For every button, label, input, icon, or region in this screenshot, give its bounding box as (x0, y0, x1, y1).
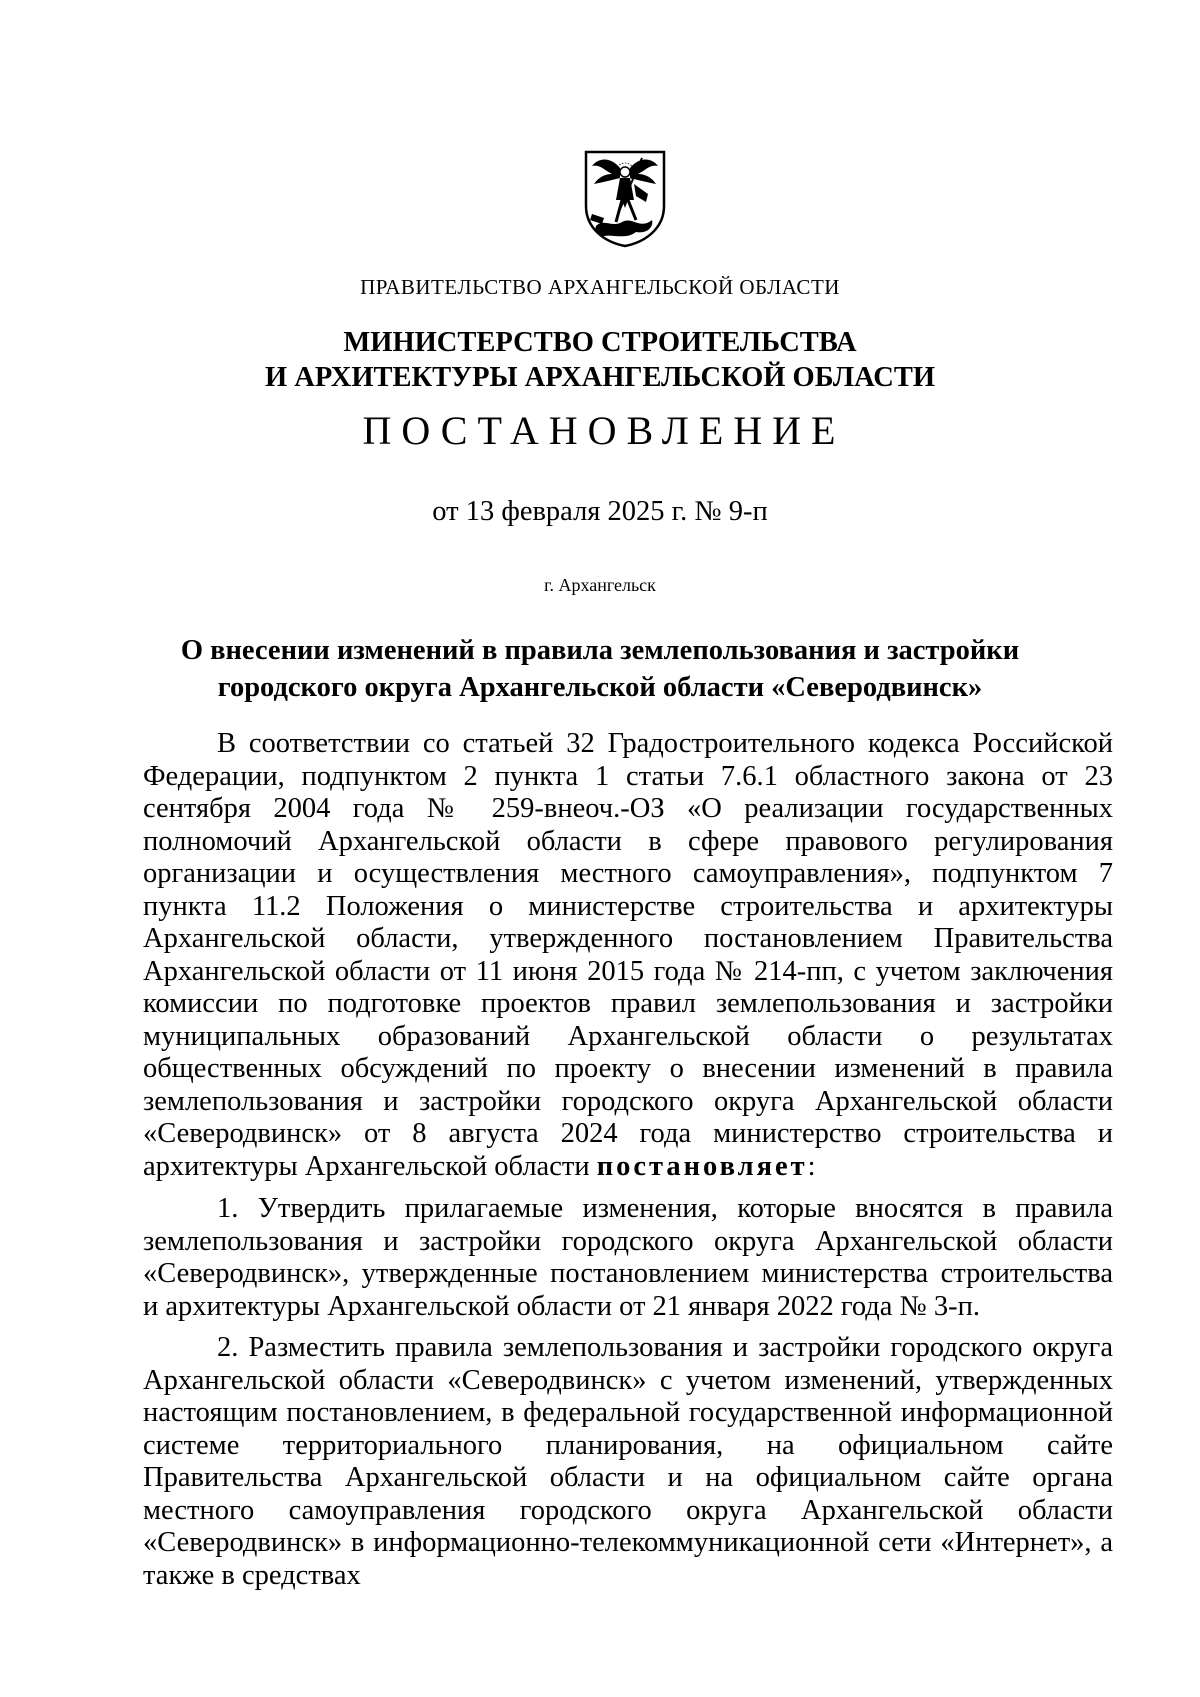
document-title-line-1: О внесении изменений в правила землепользования и застройки (180, 635, 1020, 666)
document-title (0, 632, 1200, 706)
item-1-paragraph: 1. Утвердить прилагаемые изменения, которые вносятся в правила землепользования и застройки городского округа Архангельской области «Северодвинск», утвержденные постановлением министерства строительства и архитектуры Архангельской области от 21 января 2022 года № 3-п. (143, 1193, 1113, 1322)
ministry-name (0, 325, 1200, 395)
ministry-name-line-2: И АРХИТЕКТУРЫ АРХАНГЕЛЬСКОЙ ОБЛАСТИ (264, 362, 936, 393)
decree-colon: : (807, 1150, 816, 1182)
preamble-paragraph (143, 728, 1113, 1183)
ministry-name-line-1: МИНИСТЕРСТВО СТРОИТЕЛЬСТВА (343, 327, 857, 358)
preamble-text: В соответствии со статьей 32 Градостроительного кодекса Российской Федерации, подпунктом 2 пункта 1 статьи 7.6.1 областного закона от 23 сентября 2004 года № 259-внеоч.-ОЗ «О реализации государственных полномочий Архангельской области в сфере правового регулирования организации и осуществления местного самоуправления», подпунктом 7 пункта 11.2 Положения о министерстве строительства и архитектуры Архангельской области, утвержденного постановлением Правительства Архангельской области от 11 июня 2015 года № 214-пп, с учетом заключения комиссии по подготовке проектов правил землепользования и застройки муниципальных образований Архангельской области о результатах общественных обсуждений по проекту о внесении изменений в правила землепользования и застройки городского округа Архангельской области «Северодвинск» от 8 августа 2024 года министерство строительства и архитектуры Архангельской области (143, 728, 1113, 1182)
document-body (143, 728, 1113, 1592)
decree-word: постановляет (596, 1150, 808, 1182)
document-type: ПОСТАНОВЛЕНИЕ (362, 408, 846, 453)
document-title-line-2: городского округа Архангельской области «Северодвинск» (217, 672, 983, 703)
coat-of-arms-icon (582, 148, 668, 248)
document-date-number: от 13 февраля 2025 г. № 9-п (432, 496, 768, 527)
government-name: ПРАВИТЕЛЬСТВО АРХАНГЕЛЬСКОЙ ОБЛАСТИ (360, 275, 840, 299)
document-city: г. Архангельск (544, 575, 656, 595)
item-2-paragraph: 2. Разместить правила землепользования и застройки городского округа Архангельской области «Северодвинск» с учетом изменений, утвержденных настоящим постановлением, в федеральной государственной информационной системе территориального планирования, на официальном сайте Правительства Архангельской области и на официальном сайте органа местного самоуправления городского округа Архангельской области «Северодвинск» в информационно-телекоммуникационной сети «Интернет», а также в средствах (143, 1332, 1113, 1591)
